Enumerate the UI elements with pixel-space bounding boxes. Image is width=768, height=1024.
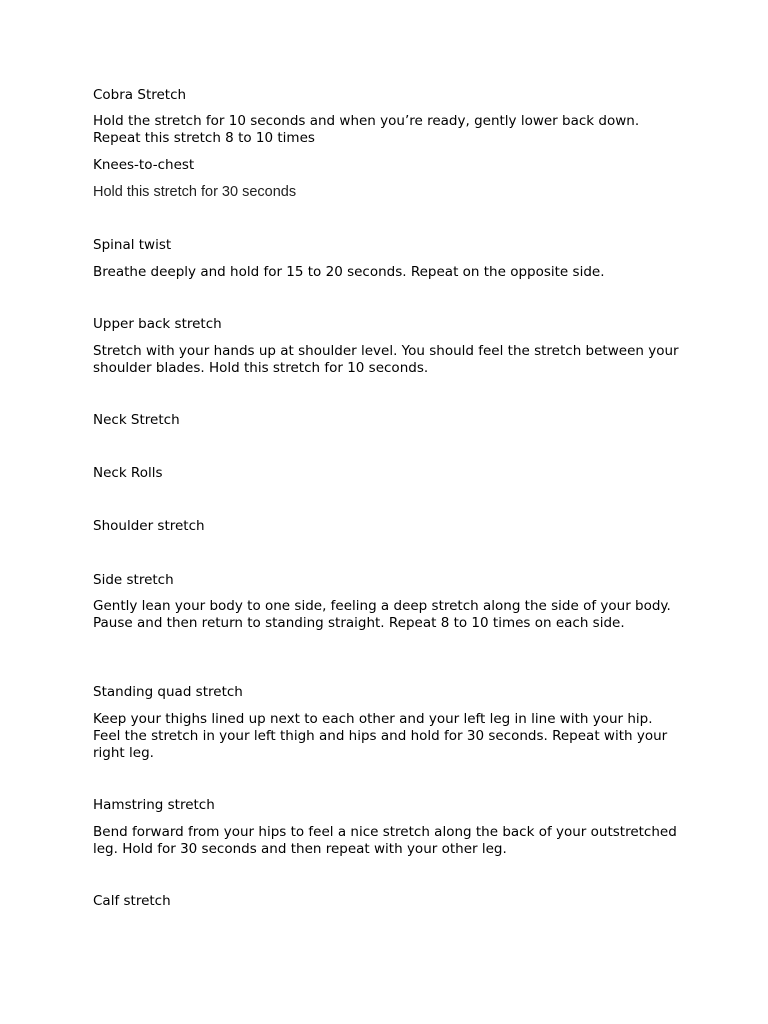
body-side-stretch: Gently lean your body to one side, feeling a deep stretch along the side of your body. Pause and then return to standing straight. Repeat 8 to 10 times on each side.: [93, 598, 671, 631]
body-hamstring-stretch: Bend forward from your hips to feel a nice stretch along the back of your outstretched leg. Hold for 30 seconds and then repeat with your other leg.: [93, 824, 677, 857]
heading-standing-quad-stretch: Standing quad stretch: [93, 684, 243, 700]
heading-neck-stretch: Neck Stretch: [93, 412, 180, 428]
heading-calf-stretch: Calf stretch: [93, 893, 171, 909]
heading-side-stretch: Side stretch: [93, 572, 174, 588]
heading-upper-back-stretch: Upper back stretch: [93, 316, 222, 332]
body-standing-quad-stretch: Keep your thighs lined up next to each other and your left leg in line with your hip. Feel the stretch in your left thigh and hips and hold for 30 seconds. Repeat with your right leg.: [93, 711, 668, 761]
body-spinal-twist: Breathe deeply and hold for 15 to 20 seconds. Repeat on the opposite side.: [93, 264, 605, 280]
heading-spinal-twist: Spinal twist: [93, 237, 172, 253]
heading-cobra-stretch: Cobra Stretch: [93, 87, 187, 103]
body-upper-back-stretch: Stretch with your hands up at shoulder level. You should feel the stretch between your shoulder blades. Hold this stretch for 10 seconds.: [93, 343, 679, 376]
heading-hamstring-stretch: Hamstring stretch: [93, 797, 215, 813]
heading-knees-to-chest: Knees-to-chest: [93, 157, 195, 173]
heading-shoulder-stretch: Shoulder stretch: [93, 518, 205, 534]
body-cobra-stretch: Hold the stretch for 10 seconds and when you’re ready, gently lower back down. Repeat this stretch 8 to 10 times: [93, 113, 640, 146]
heading-neck-rolls: Neck Rolls: [93, 465, 163, 481]
body-knees-to-chest: Hold this stretch for 30 seconds: [93, 184, 297, 200]
